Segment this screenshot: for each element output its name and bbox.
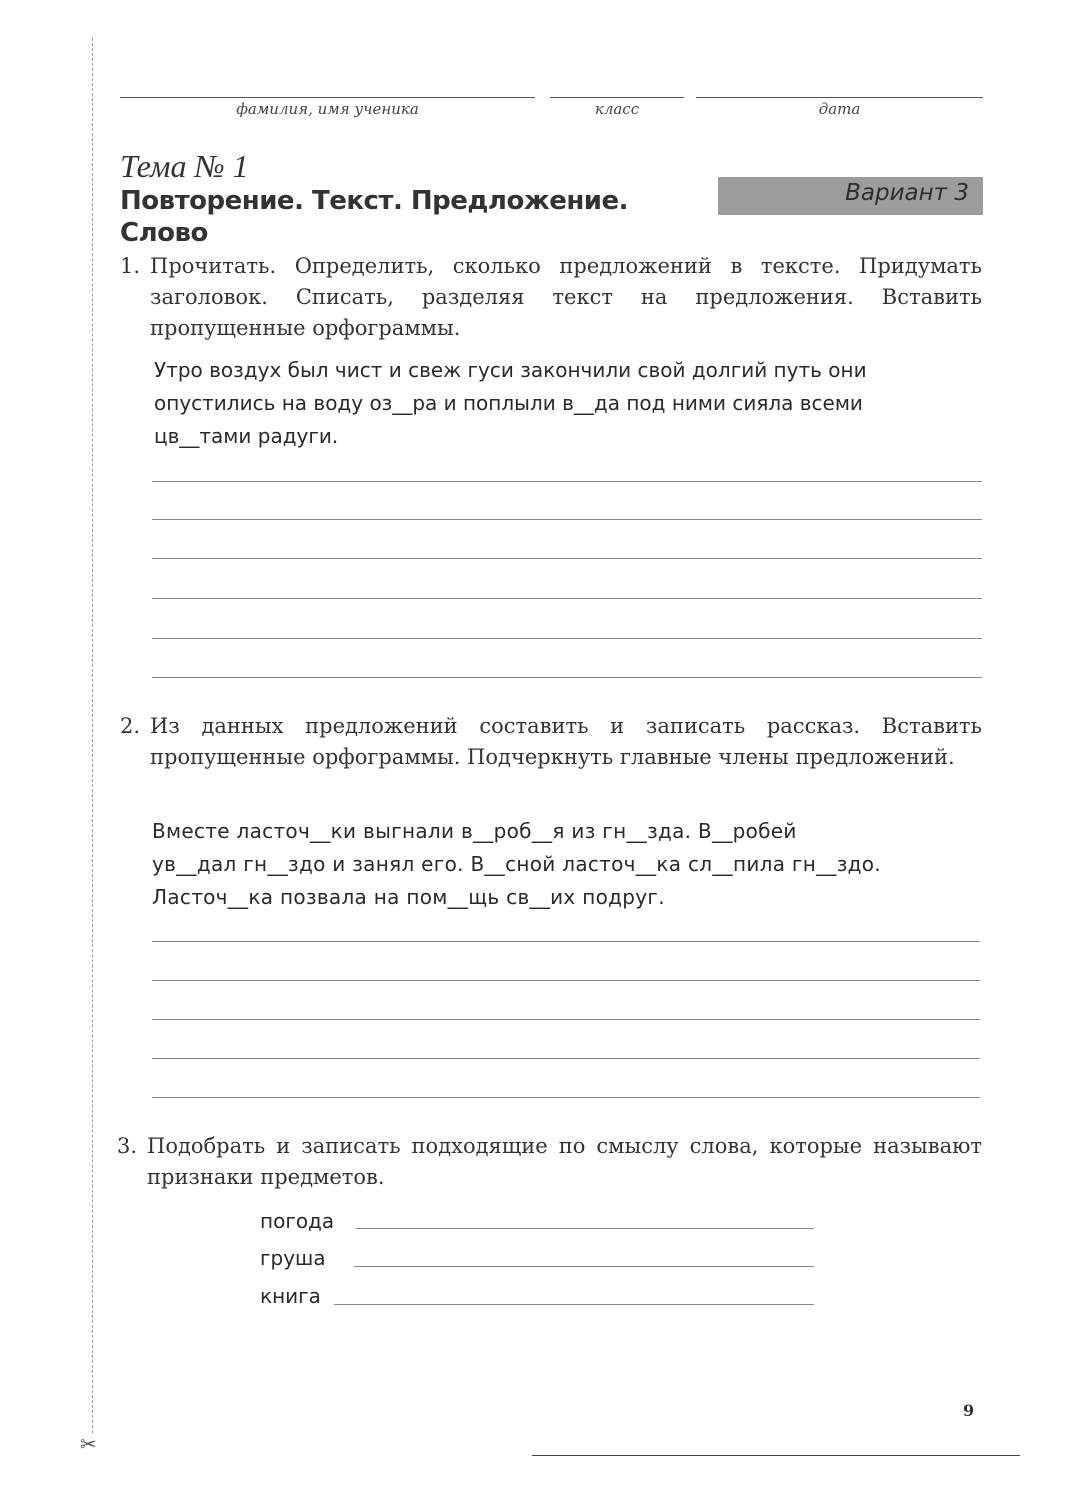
exercise-line: цв__тами радуги.	[154, 424, 339, 448]
class-line[interactable]	[550, 97, 684, 98]
page-number: 9	[963, 1401, 975, 1420]
class-caption: класс	[594, 100, 640, 118]
task-2-instruction	[120, 711, 982, 773]
answer-line[interactable]	[152, 1097, 980, 1098]
student-name-caption: фамилия, имя ученика	[236, 100, 419, 118]
task-1-exercise	[154, 354, 984, 453]
word-label: груша	[260, 1246, 326, 1270]
task-1-text: Прочитать. Определить, сколько предложений в тексте. Придумать заголовок. Списать, разделяя текст на предложения. Вставить пропущенные орфограммы.	[150, 254, 982, 340]
task-1-number: 1.	[120, 254, 141, 278]
word-label: книга	[260, 1284, 321, 1308]
task-3-text: Подобрать и записать подходящие по смыслу слова, которые называют признаки предметов.	[147, 1134, 982, 1189]
exercise-line: Ласточ__ка позвала на пом__щь св__их подруг.	[152, 885, 665, 909]
exercise-line: Вместе ласточ__ки выгнали в__роб__я из гн__зда. В__робей	[152, 819, 797, 843]
variant-badge	[718, 177, 983, 215]
answer-line[interactable]	[152, 941, 980, 942]
answer-line[interactable]	[152, 677, 982, 678]
student-name-line[interactable]	[120, 97, 535, 98]
task-1-instruction	[120, 251, 982, 344]
footer-rule	[532, 1455, 1020, 1456]
scissors-icon: ✂	[80, 1432, 97, 1456]
answer-line[interactable]	[152, 481, 982, 482]
answer-line[interactable]	[152, 519, 982, 520]
task-2-number: 2.	[120, 714, 141, 738]
answer-line[interactable]	[152, 598, 982, 599]
answer-line[interactable]	[152, 1058, 980, 1059]
word-answer-line[interactable]	[354, 1266, 814, 1267]
variant-label: Вариант 3	[845, 180, 969, 206]
word-answer-line[interactable]	[356, 1228, 814, 1229]
answer-line[interactable]	[152, 638, 982, 639]
date-line[interactable]	[696, 97, 983, 98]
exercise-line: опустились на воду оз__ра и поплыли в__да под ними сияла всеми	[154, 391, 863, 415]
word-label: погода	[260, 1209, 335, 1233]
task-2-exercise	[152, 815, 982, 914]
page-title: Повторение. Текст. Предложение. Слово	[120, 186, 629, 248]
word-answer-line[interactable]	[334, 1304, 814, 1305]
topic-label: Тема № 1	[120, 148, 249, 184]
exercise-line: ув__дал гн__здо и занял его. В__сной ласточ__ка сл__пила гн__здо.	[152, 852, 881, 876]
cut-line	[92, 38, 93, 1433]
date-caption: дата	[818, 100, 861, 118]
task-3-number: 3.	[117, 1134, 138, 1158]
answer-line[interactable]	[152, 1019, 980, 1020]
answer-line[interactable]	[152, 980, 980, 981]
task-2-text: Из данных предложений составить и записать рассказ. Вставить пропущенные орфограммы. Подчеркнуть главные члены предложений.	[150, 714, 982, 769]
answer-line[interactable]	[152, 558, 982, 559]
task-3-instruction	[117, 1131, 982, 1193]
exercise-line: Утро воздух был чист и свеж гуси закончили свой долгий путь они	[154, 358, 867, 382]
